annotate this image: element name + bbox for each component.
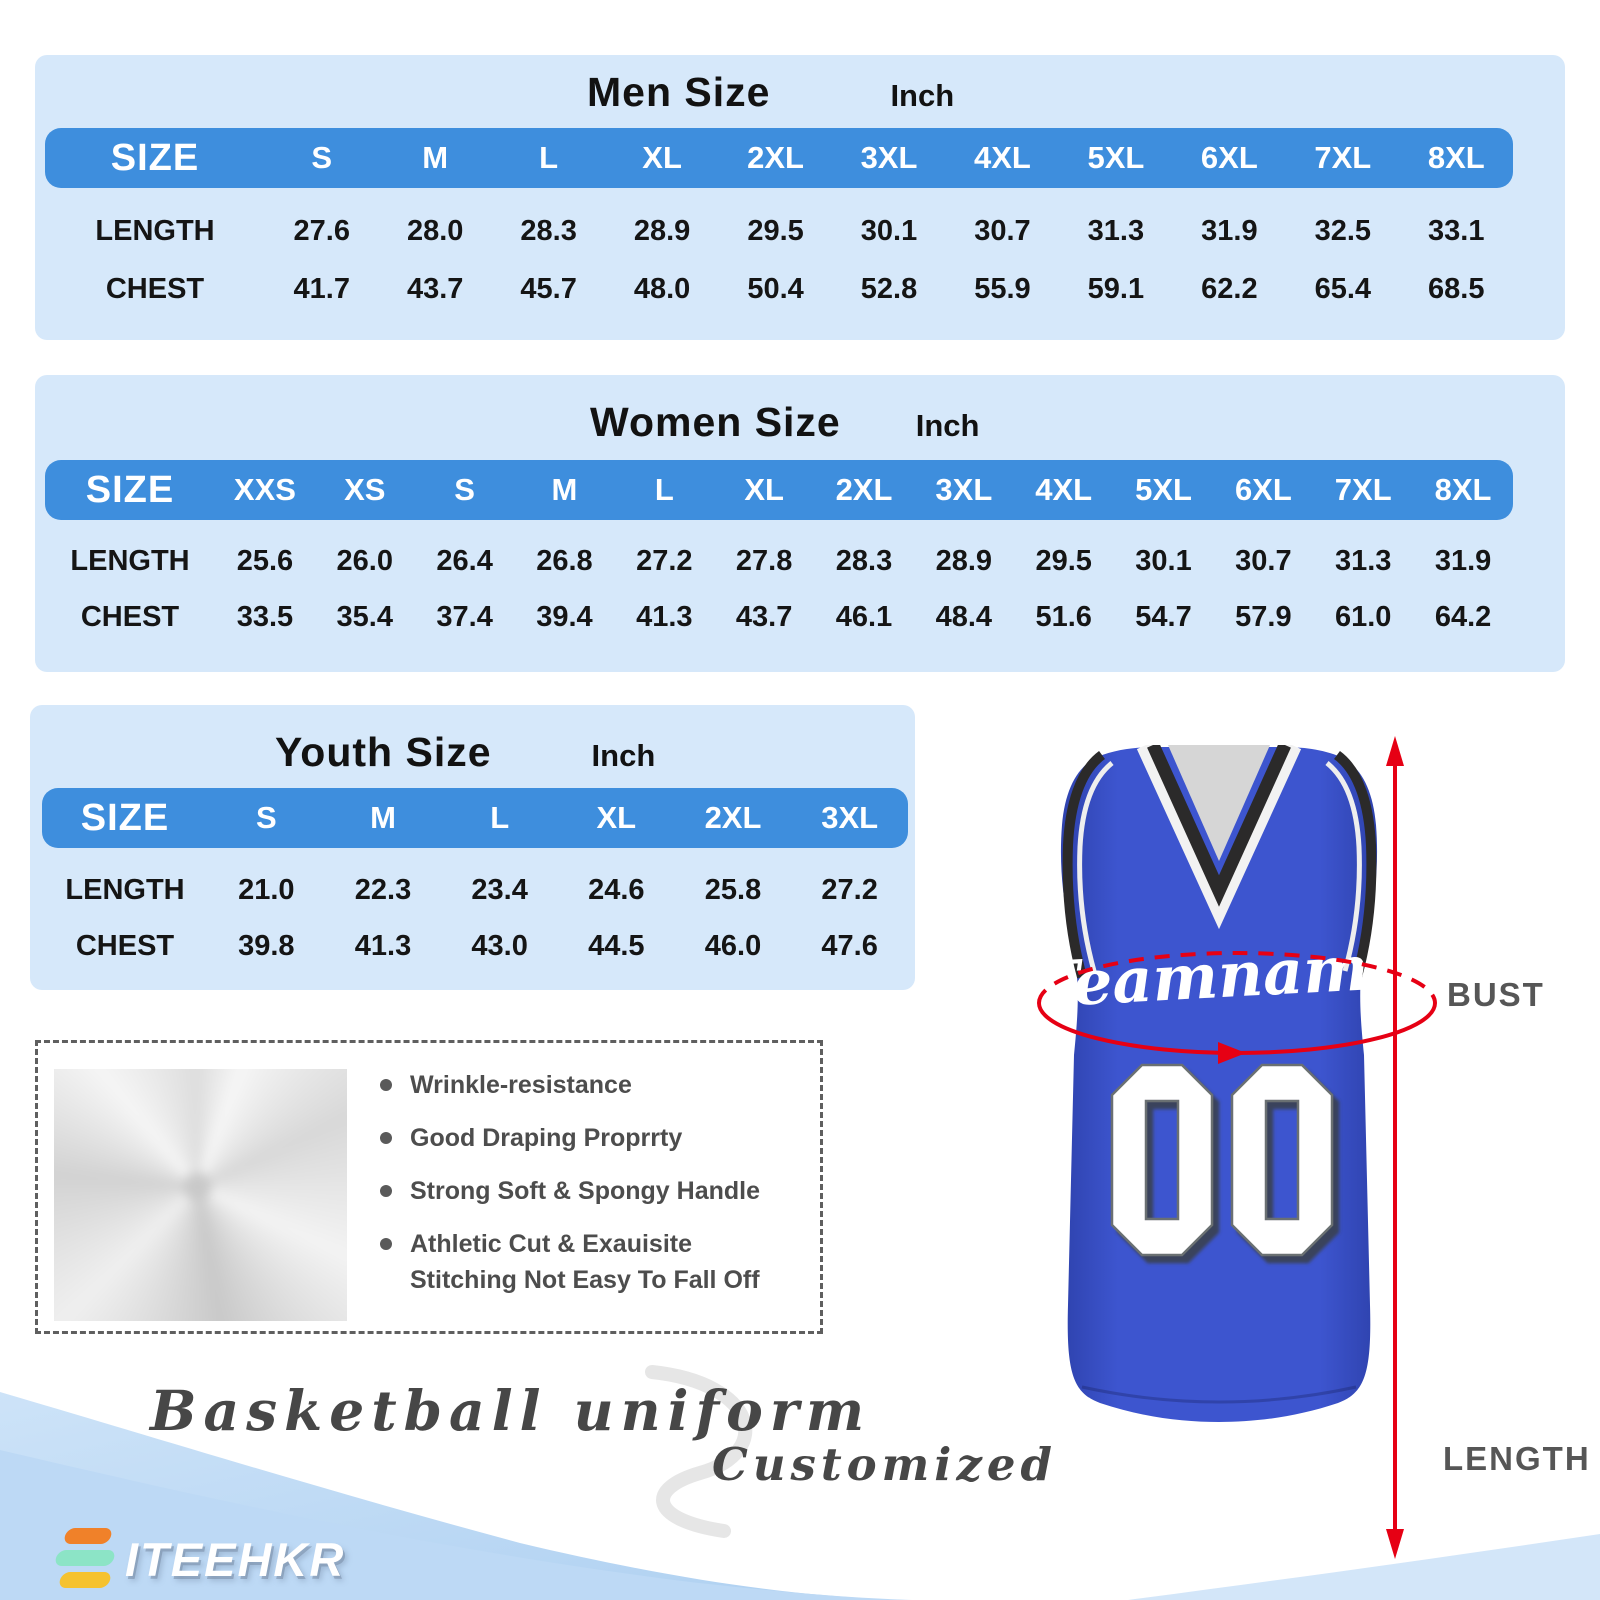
- fabric-swatch-image: [54, 1069, 347, 1321]
- size-col-header: 3XL: [860, 140, 918, 175]
- table-unit: Inch: [591, 738, 656, 773]
- chest-row: [45, 589, 1513, 645]
- cell-value: 35.4: [336, 600, 393, 633]
- length-label: LENGTH: [1443, 1440, 1591, 1477]
- feature-item: [380, 1226, 788, 1298]
- chest-row: [42, 918, 908, 974]
- cell-value: 28.0: [406, 214, 464, 247]
- cell-value: 31.9: [1434, 544, 1492, 577]
- length-row: [42, 862, 908, 918]
- size-col-header: 8XL: [1427, 140, 1485, 175]
- cell-value: 28.3: [520, 214, 577, 247]
- size-col-header: 7XL: [1334, 472, 1392, 507]
- cell-value: 51.6: [1035, 600, 1092, 633]
- size-col-header: 7XL: [1314, 140, 1372, 175]
- size-col-header: L: [654, 472, 674, 507]
- size-col-header: M: [370, 800, 396, 835]
- cell-value: 59.1: [1087, 272, 1145, 305]
- bullet-dot-icon: [380, 1185, 392, 1197]
- size-col-header: 2XL: [704, 800, 762, 835]
- cell-value: 27.6: [293, 214, 350, 247]
- brand-logo-icon: [56, 1528, 116, 1590]
- cell-value: 28.9: [935, 544, 993, 577]
- cell-value: 26.4: [436, 544, 493, 577]
- size-col-header: XL: [596, 800, 637, 835]
- cell-value: 41.3: [354, 929, 412, 962]
- cell-value: 37.4: [436, 600, 493, 633]
- table-title-row: [30, 729, 915, 776]
- size-col-header: 2XL: [747, 140, 804, 175]
- cell-value: 57.9: [1235, 600, 1292, 633]
- cell-value: 48.0: [633, 272, 691, 305]
- jersey-team-name: Teamname: [1031, 929, 1410, 1022]
- length-row: [45, 533, 1513, 589]
- cell-value: 46.1: [835, 600, 893, 633]
- fabric-features-box: [35, 1040, 823, 1334]
- size-col-header: 6XL: [1200, 140, 1258, 175]
- cell-value: 30.7: [1235, 544, 1292, 577]
- cell-value: 47.6: [821, 929, 878, 962]
- cell-value: 48.4: [935, 600, 993, 633]
- cell-value: 27.8: [735, 544, 793, 577]
- feature-item: [380, 1173, 788, 1209]
- size-col-header: S: [311, 140, 333, 175]
- cell-value: 43.7: [735, 600, 793, 633]
- size-col-header: XXS: [233, 472, 296, 507]
- cell-value: 33.5: [236, 600, 294, 633]
- cell-value: 32.5: [1314, 214, 1372, 247]
- size-col-header: S: [255, 800, 277, 835]
- feature-item: [380, 1120, 788, 1156]
- feature-text: Wrinkle-resistance: [410, 1071, 632, 1099]
- cell-value: 27.2: [636, 544, 693, 577]
- table-title: Youth Size: [275, 729, 492, 775]
- table-title-row: [35, 69, 1565, 116]
- cell-value: 24.6: [588, 873, 645, 906]
- cell-value: 33.1: [1428, 214, 1485, 247]
- size-col-header: XL: [744, 472, 784, 507]
- cell-value: 30.1: [1135, 544, 1192, 577]
- size-col-header: 3XL: [935, 472, 993, 507]
- cell-value: 61.0: [1334, 600, 1392, 633]
- size-col-header: 6XL: [1234, 472, 1292, 507]
- cell-value: 29.5: [1035, 544, 1092, 577]
- cell-value: 25.8: [704, 873, 762, 906]
- cell-value: 31.9: [1201, 214, 1258, 247]
- cell-value: 29.5: [747, 214, 804, 247]
- cell-value: 41.7: [293, 272, 350, 305]
- cell-value: 43.0: [471, 929, 528, 962]
- feature-text: Athletic Cut & Exauisite Stitching Not Easy To Fall Off: [410, 1230, 760, 1294]
- cell-value: 50.4: [747, 272, 804, 305]
- table-title: Men Size: [587, 69, 771, 115]
- cell-value: 23.4: [471, 873, 528, 906]
- cell-value: 65.4: [1314, 272, 1372, 305]
- bullet-dot-icon: [380, 1132, 392, 1144]
- cell-value: 30.1: [860, 214, 918, 247]
- size-col-header: XS: [344, 472, 386, 507]
- size-col-header: S: [454, 472, 475, 507]
- fabric-swirl: [54, 1069, 347, 1321]
- size-col-header: L: [490, 800, 510, 835]
- cell-value: 26.8: [536, 544, 593, 577]
- row-label: CHEST: [105, 272, 205, 305]
- size-col-header: 4XL: [974, 140, 1031, 175]
- brand-logo: [56, 1528, 345, 1590]
- cell-value: 21.0: [238, 873, 295, 906]
- bullet-dot-icon: [380, 1238, 392, 1250]
- feature-list: [380, 1067, 788, 1315]
- table-title: Women Size: [590, 399, 841, 445]
- slogan-customized: Customized: [712, 1438, 1058, 1491]
- size-header-bar: [45, 128, 1513, 188]
- row-label: LENGTH: [95, 214, 215, 247]
- cell-value: 64.2: [1434, 600, 1492, 633]
- cell-value: 31.3: [1087, 214, 1145, 247]
- size-header-bar: [42, 788, 908, 848]
- cell-value: 25.6: [236, 544, 294, 577]
- size-header-label: SIZE: [85, 468, 175, 511]
- cell-value: 43.7: [406, 272, 464, 305]
- table-unit: Inch: [915, 408, 980, 443]
- feature-text: Strong Soft & Spongy Handle: [410, 1177, 760, 1205]
- feature-text: Good Draping Proprrty: [410, 1124, 683, 1152]
- bust-label: BUST: [1447, 976, 1545, 1013]
- feature-item: [380, 1067, 788, 1103]
- cell-value: 68.5: [1428, 272, 1485, 305]
- size-col-header: 2XL: [835, 472, 893, 507]
- cell-value: 55.9: [974, 272, 1031, 305]
- size-col-header: 8XL: [1434, 472, 1492, 507]
- cell-value: 46.0: [704, 929, 762, 962]
- size-col-header: M: [422, 140, 449, 175]
- cell-value: 62.2: [1201, 272, 1258, 305]
- chest-row: [45, 261, 1513, 317]
- row-label: LENGTH: [65, 873, 185, 906]
- cell-value: 39.8: [238, 929, 295, 962]
- cell-value: 54.7: [1135, 600, 1192, 633]
- row-label: CHEST: [75, 929, 175, 962]
- size-col-header: XL: [642, 140, 682, 175]
- cell-value: 45.7: [520, 272, 577, 305]
- size-col-header: 3XL: [821, 800, 879, 835]
- size-header-label: SIZE: [80, 796, 170, 839]
- size-col-header: 5XL: [1087, 140, 1145, 175]
- table-title-row: [35, 399, 1565, 446]
- cell-value: 26.0: [336, 544, 393, 577]
- logo-bar-mint: [54, 1550, 117, 1566]
- brand-name: ITEEHKR: [125, 1532, 346, 1586]
- length-row: [45, 203, 1513, 259]
- youth-size-panel: [30, 705, 915, 990]
- cell-value: 41.3: [636, 600, 693, 633]
- size-col-header: M: [551, 472, 578, 507]
- row-label: CHEST: [80, 600, 180, 633]
- size-header-label: SIZE: [110, 136, 200, 179]
- row-label: LENGTH: [70, 544, 190, 577]
- right-corner-wave: [1128, 1534, 1600, 1600]
- cell-value: 27.2: [821, 873, 878, 906]
- size-col-header: L: [539, 140, 559, 175]
- jersey-illustration: [1022, 745, 1417, 1480]
- cell-value: 31.3: [1334, 544, 1392, 577]
- cell-value: 28.3: [835, 544, 893, 577]
- women-size-panel: [35, 375, 1565, 672]
- cell-value: 30.7: [974, 214, 1031, 247]
- cell-value: 44.5: [588, 929, 645, 962]
- slogan-basketball-uniform: Basketball uniform: [150, 1378, 872, 1443]
- size-col-header: 4XL: [1035, 472, 1093, 507]
- logo-bar-yellow: [58, 1572, 113, 1588]
- size-col-header: 5XL: [1135, 472, 1192, 507]
- cell-value: 28.9: [633, 214, 691, 247]
- size-header-bar: [45, 460, 1513, 520]
- cell-value: 52.8: [860, 272, 918, 305]
- men-size-panel: [35, 55, 1565, 340]
- bullet-dot-icon: [380, 1079, 392, 1091]
- table-unit: Inch: [890, 78, 955, 113]
- cell-value: 22.3: [354, 873, 412, 906]
- cell-value: 39.4: [536, 600, 593, 633]
- logo-bar-orange: [63, 1528, 114, 1544]
